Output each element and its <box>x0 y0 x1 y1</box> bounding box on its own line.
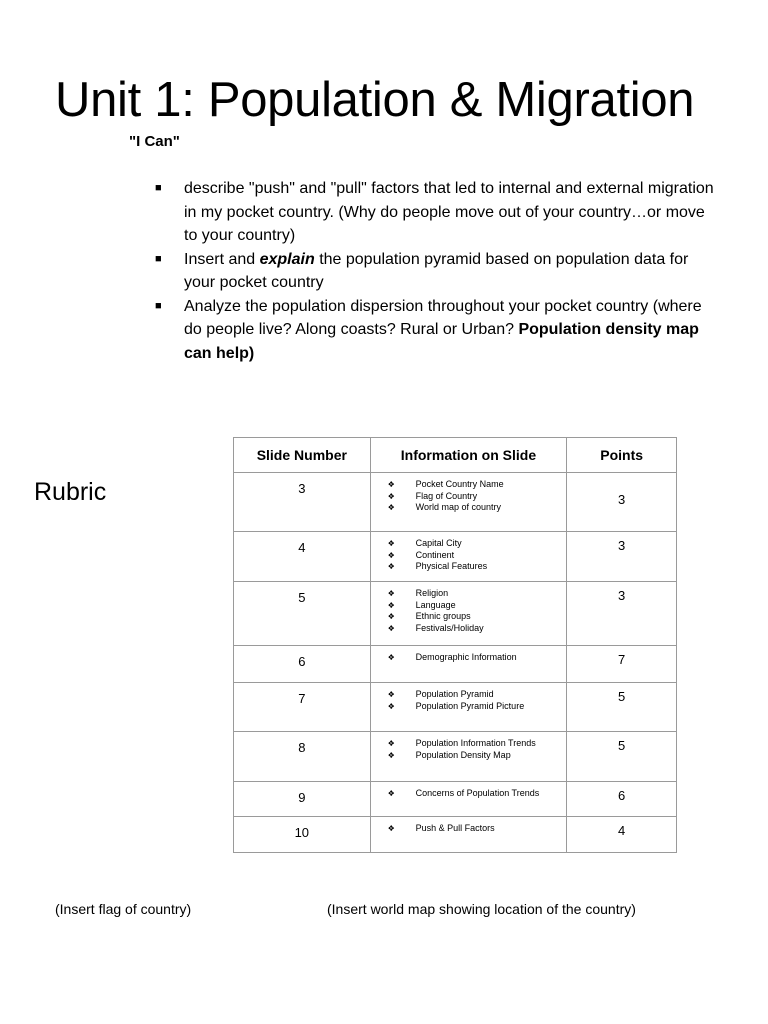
slide-number-cell: 9 <box>234 782 371 817</box>
information-item-text: Push & Pull Factors <box>415 823 495 833</box>
diamond-bullet-icon: ❖ <box>387 701 395 711</box>
information-item <box>388 491 567 503</box>
table-row <box>234 817 677 853</box>
diamond-bullet-icon: ❖ <box>387 562 395 572</box>
diamond-bullet-icon: ❖ <box>387 480 395 489</box>
table-row <box>234 532 677 582</box>
table-row <box>234 782 677 817</box>
points-cell: 4 <box>567 817 677 853</box>
information-cell <box>370 732 567 782</box>
information-list <box>388 823 567 835</box>
diamond-bullet-icon: ❖ <box>387 750 395 760</box>
information-item <box>388 689 567 701</box>
information-item <box>388 502 567 514</box>
diamond-bullet-icon: ❖ <box>387 589 395 598</box>
information-item <box>388 701 567 713</box>
information-item-text: Population Density Map <box>415 749 511 760</box>
diamond-bullet-icon: ❖ <box>387 539 395 548</box>
information-list <box>388 538 567 573</box>
information-item <box>388 623 567 635</box>
table-row <box>234 646 677 683</box>
information-item-text: Demographic Information <box>415 652 517 662</box>
square-bullet-icon: ■ <box>155 299 162 312</box>
diamond-bullet-icon: ❖ <box>387 824 395 833</box>
diamond-bullet-icon: ❖ <box>387 612 395 622</box>
information-item-text: Pocket Country Name <box>415 479 504 489</box>
diamond-bullet-icon: ❖ <box>387 624 395 634</box>
diamond-bullet-icon: ❖ <box>387 653 395 662</box>
information-item-text: Population Pyramid Picture <box>415 700 525 711</box>
diamond-bullet-icon: ❖ <box>387 550 395 560</box>
diamond-bullet-icon: ❖ <box>387 491 395 501</box>
points-cell: 3 <box>567 532 677 582</box>
information-cell <box>370 683 567 732</box>
information-item <box>388 550 567 562</box>
square-bullet-icon: ■ <box>155 252 162 265</box>
table-row <box>234 683 677 732</box>
diamond-bullet-icon: ❖ <box>387 600 395 610</box>
information-item-text: Ethnic groups <box>415 611 471 622</box>
diamond-bullet-icon: ❖ <box>387 739 395 748</box>
objective-text: the population pyramid based on population data for your pocket country <box>184 250 689 291</box>
rubric-table <box>233 437 677 853</box>
rubric-label: Rubric <box>34 478 107 506</box>
points-cell: 3 <box>567 473 677 532</box>
objective-text: Analyze the population dispersion throughout your pocket country (where do people live? Along coasts? Rural or Urban? <box>184 297 702 338</box>
information-item <box>388 652 567 664</box>
information-item-text: Capital City <box>415 538 462 548</box>
objective-emphasis: Population density map can help) <box>184 321 699 362</box>
information-item <box>388 479 567 491</box>
information-item-text: Physical Features <box>415 561 488 572</box>
information-item <box>388 611 567 623</box>
information-cell <box>370 817 567 853</box>
information-cell <box>370 582 567 646</box>
header-points: Points <box>567 438 677 473</box>
information-item <box>388 561 567 573</box>
slide-number-cell: 5 <box>234 582 371 646</box>
objective-item <box>155 248 715 295</box>
square-bullet-icon: ■ <box>155 182 162 194</box>
slide-number-cell: 4 <box>234 532 371 582</box>
page-title: Unit 1: Population & Migration <box>55 73 695 127</box>
objective-text: Insert and <box>184 250 260 268</box>
table-header-row <box>234 438 677 473</box>
information-list <box>388 788 567 800</box>
information-cell <box>370 532 567 582</box>
diamond-bullet-icon: ❖ <box>387 690 395 699</box>
information-item-text: World map of country <box>415 502 502 513</box>
information-item-text: Population Information Trends <box>415 738 536 748</box>
points-cell: 5 <box>567 732 677 782</box>
slide-number-cell: 7 <box>234 683 371 732</box>
slide-number-cell: 8 <box>234 732 371 782</box>
information-cell <box>370 782 567 817</box>
information-item-text: Continent <box>415 549 455 560</box>
information-item <box>388 738 567 750</box>
information-list <box>388 652 567 664</box>
points-cell: 6 <box>567 782 677 817</box>
points-cell: 7 <box>567 646 677 683</box>
objective-text: describe "push" and "pull" factors that led to internal and external migration in my pocket country. (Why do people move out of your country…or move to your country) <box>184 180 714 244</box>
header-information: Information on Slide <box>370 438 567 473</box>
objective-item <box>155 177 715 248</box>
information-item <box>388 788 567 800</box>
information-item-text: Religion <box>415 588 449 598</box>
information-item <box>388 750 567 762</box>
information-cell <box>370 646 567 683</box>
points-cell: 3 <box>567 582 677 646</box>
objective-emphasis: explain <box>259 250 315 268</box>
slide-number-cell: 10 <box>234 817 371 853</box>
information-item-text: Concerns of Population Trends <box>415 788 540 798</box>
slide-number-cell: 6 <box>234 646 371 683</box>
information-cell <box>370 473 567 532</box>
slide-number-cell: 3 <box>234 473 371 532</box>
information-item-text: Flag of Country <box>415 490 478 501</box>
objectives-list <box>155 177 715 365</box>
flag-placeholder-caption: (Insert flag of country) <box>55 901 192 917</box>
points-cell: 5 <box>567 683 677 732</box>
information-list <box>388 738 567 761</box>
information-list <box>388 479 567 514</box>
objective-item <box>155 295 715 366</box>
information-item-text: Festivals/Holiday <box>415 623 484 634</box>
information-item <box>388 823 567 835</box>
diamond-bullet-icon: ❖ <box>387 789 395 798</box>
information-list <box>388 588 567 635</box>
information-item <box>388 600 567 612</box>
information-item <box>388 538 567 550</box>
header-slide-number: Slide Number <box>234 438 371 473</box>
diamond-bullet-icon: ❖ <box>387 503 395 513</box>
table-row <box>234 582 677 646</box>
map-placeholder-caption: (Insert world map showing location of the country) <box>327 901 636 917</box>
information-item-text: Language <box>415 599 456 610</box>
information-item <box>388 588 567 600</box>
information-list <box>388 689 567 712</box>
information-item-text: Population Pyramid <box>415 689 494 699</box>
table-row <box>234 473 677 532</box>
i-can-heading: "I Can" <box>129 133 180 150</box>
table-row <box>234 732 677 782</box>
